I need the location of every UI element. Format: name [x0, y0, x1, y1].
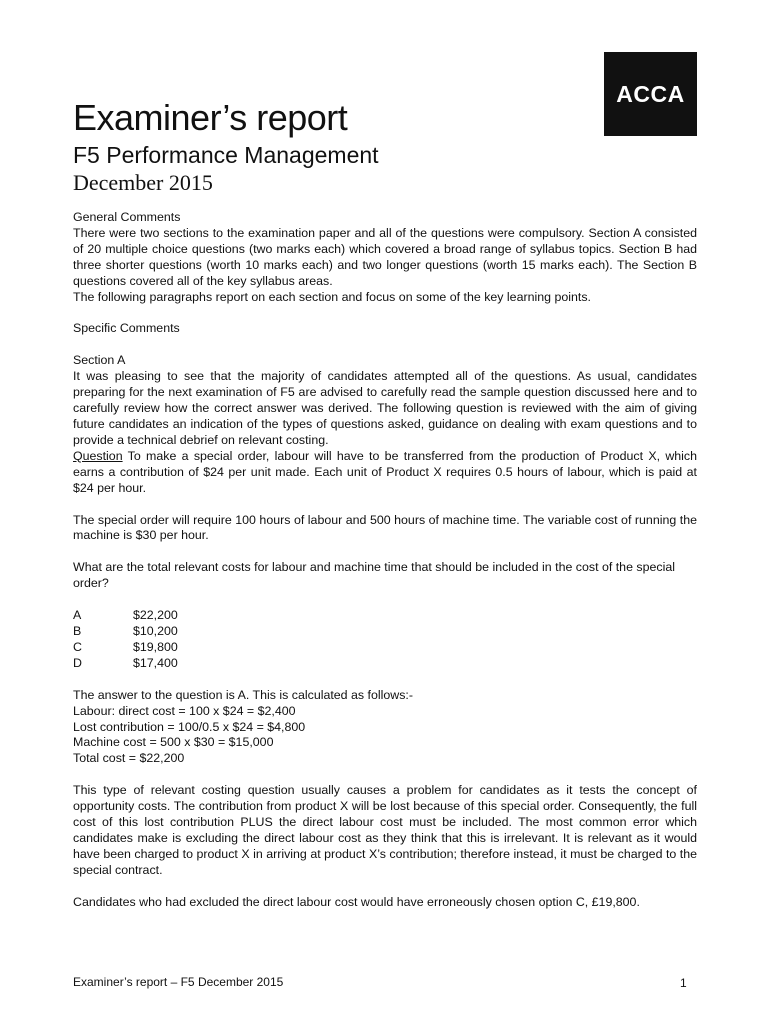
option-letter: B — [73, 624, 82, 639]
option-value: $17,400 — [133, 655, 178, 670]
answer-line: Machine cost = 500 x $30 = $15,000 — [73, 735, 274, 750]
option-b — [73, 624, 697, 640]
answer-line: Lost contribution = 100/0.5 x $24 = $4,800 — [73, 719, 306, 734]
answer-options — [73, 608, 697, 672]
report-date: December 2015 — [73, 170, 213, 195]
footer-text: Examiner’s report – F5 December 2015 — [73, 975, 284, 989]
page-title: Examiner’s report — [73, 97, 348, 138]
section-a-intro-paragraph: It was pleasing to see that the majority of candidates attempted all of the questions. As usual, candidates preparing for the next examination of F5 are advised to carefully read the sample question discussed here and to carefully review how the correct answer was derived. The following question is reviewed with the aim of giving future candidates an indication of the types of questions asked, guidance on dealing with exam questions and to provide a technical debrief on relevant costing. — [73, 369, 697, 447]
section-a-heading: Section A — [73, 353, 126, 368]
question-text: To make a special order, labour will have to be transferred from the production of Product X, which earns a contribution of $24 per unit made. Each unit of Product X requires 0.5 hours of labour, which is paid at $24 per hour. — [73, 448, 697, 495]
answer-line: The answer to the question is A. This is calculated as follows:- — [73, 687, 413, 702]
option-value: $10,200 — [133, 624, 178, 639]
option-a — [73, 608, 697, 624]
option-letter: A — [73, 608, 82, 623]
specific-comments-heading: Specific Comments — [73, 321, 180, 336]
general-comments-paragraph: There were two sections to the examination paper and all of the questions were compulsory. Section A consisted of 20 multiple choice questions (two marks each) which covered a broad range of syllabus topics. Section B had three shorter questions (worth 10 marks each) and two longer questions (worth 15 marks each). The Section B questions covered all of the key syllabus areas. — [73, 225, 697, 288]
option-c — [73, 640, 697, 656]
option-value: $22,200 — [133, 608, 178, 623]
option-value: $19,800 — [133, 639, 178, 654]
answer-line: Labour: direct cost = 100 x $24 = $2,400 — [73, 703, 296, 718]
special-order-paragraph: The special order will require 100 hours of labour and 500 hours of machine time. The variable cost of running the machine is $30 per hour. — [73, 512, 697, 543]
option-letter: D — [73, 655, 82, 670]
option-letter: C — [73, 639, 82, 654]
final-paragraph: Candidates who had excluded the direct labour cost would have erroneously chosen option C, £19,800. — [73, 894, 640, 909]
question-paragraph — [73, 449, 697, 497]
answer-calculation — [73, 688, 697, 768]
general-comments-heading: General Comments — [73, 210, 181, 224]
question-prompt: What are the total relevant costs for labour and machine time that should be included in the cost of the special order? — [73, 560, 675, 591]
answer-line: Total cost = $22,200 — [73, 751, 185, 766]
page-number: 1 — [680, 976, 687, 990]
explanation-paragraph: This type of relevant costing question usually causes a problem for candidates as it tests the concept of opportunity costs. The contribution from product X will be lost because of this special order. Consequently, the full cost of this lost contribution PLUS the direct labour cost must be included. The most common error which candidates make is excluding the direct labour cost as they think that this is irrelevant. It is relevant as it would have been charged to product X in arriving at product X’s contribution; therefore instead, it must be charged to the special contract. — [73, 783, 697, 877]
report-body — [73, 210, 697, 911]
general-comments-paragraph-2: The following paragraphs report on each section and focus on some of the key learning points. — [73, 289, 591, 304]
option-d — [73, 656, 697, 672]
question-label: Question — [73, 448, 123, 463]
acca-logo: ACCA — [604, 52, 697, 136]
page-subtitle: F5 Performance Management — [73, 142, 379, 168]
